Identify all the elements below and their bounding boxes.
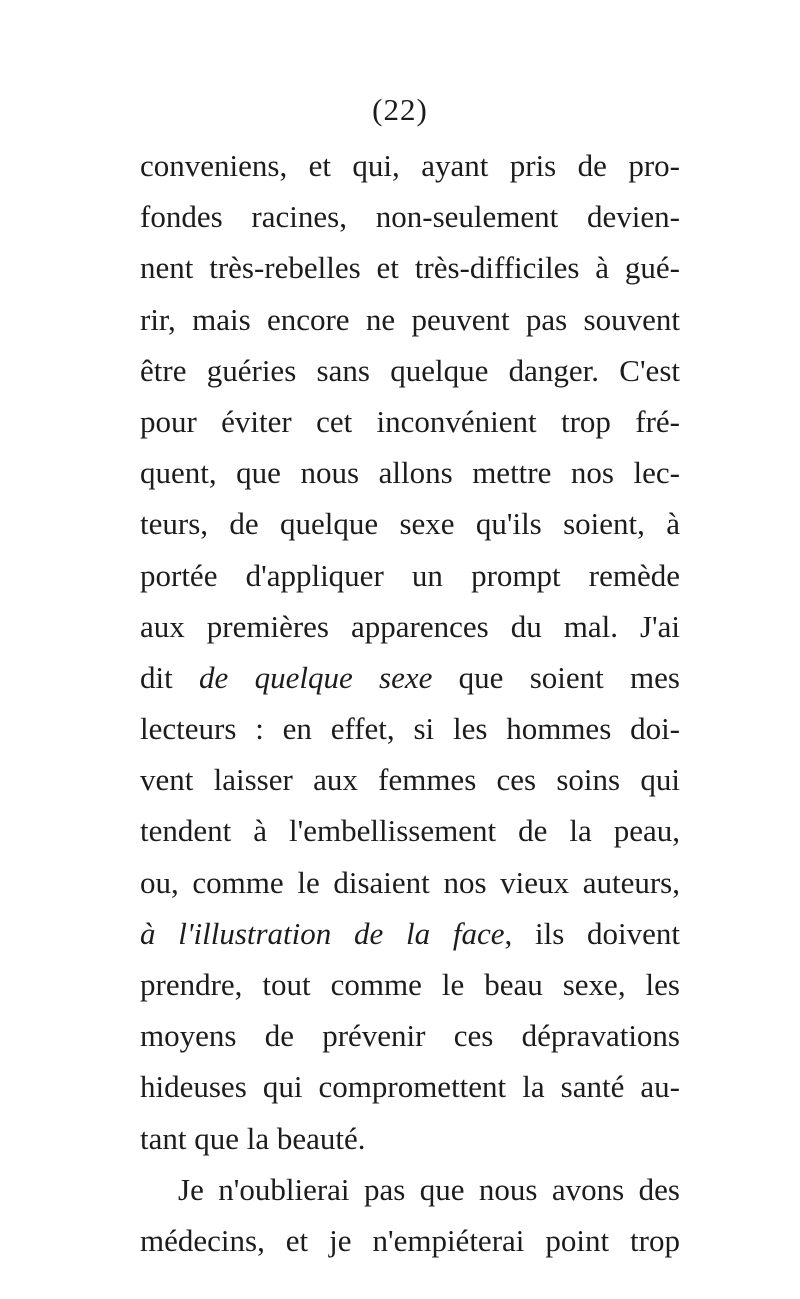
text-line-with-italic	[140, 652, 680, 703]
text-line-with-italic	[140, 908, 680, 959]
text-line: tant que la beauté.	[140, 1120, 366, 1156]
text-line: nent très-rebelles et très-difficiles à gué-	[140, 250, 680, 286]
text-line: prendre, tout comme le beau sexe, les	[140, 967, 680, 1002]
page-number: (22)	[372, 92, 428, 127]
text-line: pour éviter cet inconvénient trop fré-	[140, 403, 680, 439]
italic-phrase: à l'illustration de la face	[140, 915, 505, 951]
text-segment: dit	[140, 659, 200, 695]
text-line: fondes racines, non-seulement devien-	[140, 199, 680, 235]
text-line: portée d'appliquer un prompt remède	[140, 557, 680, 593]
text-segment: que soient mes	[432, 659, 680, 695]
text-line: tendent à l'embellissement de la peau,	[140, 813, 680, 849]
text-line: hideuses qui compromettent la santé au-	[140, 1069, 680, 1105]
text-line: médecins, et je n'empiéterai point trop	[140, 1222, 680, 1258]
text-line: Je n'oublierai pas que nous avons des	[178, 1171, 680, 1207]
text-line: être guéries sans quelque danger. C'est	[140, 352, 680, 388]
text-line: moyens de prévenir ces dépravations	[140, 1018, 680, 1054]
text-line: lecteurs : en effet, si les hommes doi-	[140, 711, 680, 747]
text-line: conveniens, et qui, ayant pris de pro-	[140, 148, 680, 183]
body-text	[140, 140, 680, 1266]
text-line: quent, que nous allons mettre nos lec-	[140, 455, 680, 491]
text-line: aux premières apparences du mal. J'ai	[140, 608, 680, 644]
text-line: vent laisser aux femmes ces soins qui	[140, 762, 680, 798]
text-line: teurs, de quelque sexe qu'ils soient, à	[140, 506, 680, 542]
text-line: rir, mais encore ne peuvent pas souvent	[140, 301, 680, 337]
text-line: ou, comme le disaient nos vieux auteurs,	[140, 864, 680, 900]
italic-phrase: de quelque sexe	[199, 659, 433, 695]
text-segment: , ils doivent	[504, 915, 680, 951]
